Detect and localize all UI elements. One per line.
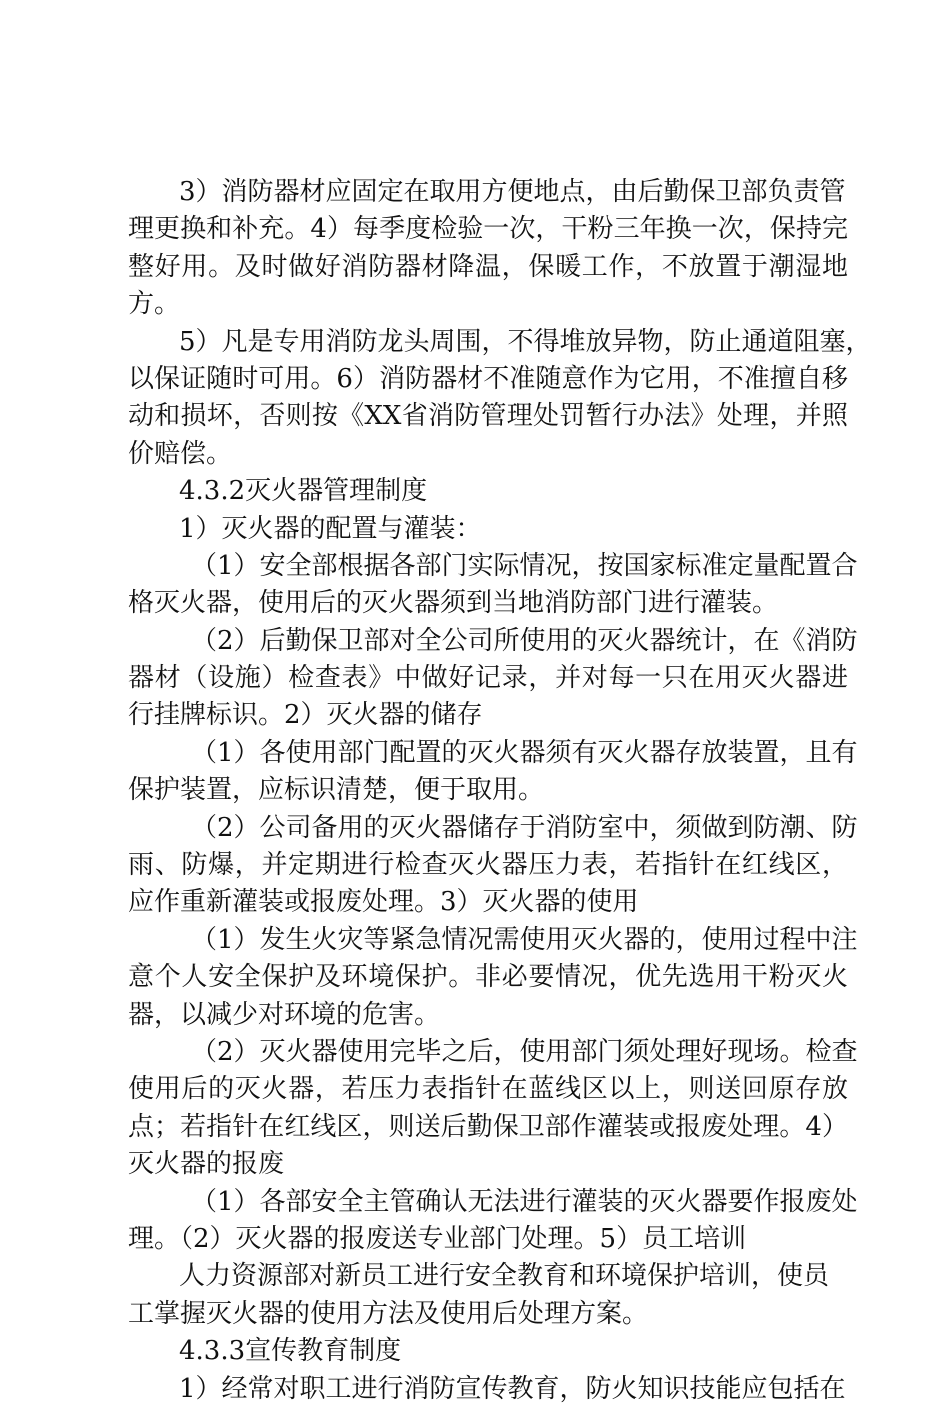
text-line: （2）公司备用的灭火器储存于消防室中，须做到防潮、防 (191, 812, 858, 843)
text-line: （2）灭火器使用完毕之后，使用部门须处理好现场。检查 (191, 1036, 858, 1067)
text-line: 意个人安全保护及环境保护。非必要情况，优先选用干粉灭火 (128, 962, 848, 993)
text-line: 动和损坏，否则按《XX省消防管理处罚暂行办法》处理，并照 (128, 401, 848, 432)
text-line: 格灭火器，使用后的灭火器须到当地消防部门进行灌装。 (128, 588, 779, 619)
text-line: （2）后勤保卫部对全公司所使用的灭火器统计，在《消防 (191, 625, 858, 656)
text-line: 器，以减少对环境的危害。 (128, 999, 441, 1030)
text-line: 人力资源部对新员工进行安全教育和环境保护培训，使员 (179, 1261, 830, 1292)
text-line: 保护装置，应标识清楚，便于取用。 (128, 775, 545, 806)
text-line: 理更换和补充。4）每季度检验一次，干粉三年换一次，保持完 (128, 214, 848, 245)
text-line: 应作重新灌装或报废处理。3）灭火器的使用 (128, 887, 639, 918)
text-line: 灭火器的报废 (128, 1149, 285, 1180)
text-line: 3）消防器材应固定在取用方便地点，由后勤保卫部负责管 (179, 177, 846, 207)
text-line: 方。 (128, 289, 181, 320)
text-line: 工掌握灭火器的使用方法及使用后处理方案。 (128, 1298, 649, 1329)
text-line: 使用后的灭火器，若压力表指针在蓝线区以上，则送回原存放 (128, 1074, 848, 1105)
text-line: 行挂牌标识。2）灭火器的储存 (128, 700, 483, 731)
text-line: 5）凡是专用消防龙头周围，不得堆放异物，防止通道阻塞， (179, 326, 872, 357)
text-line: 雨、防爆，并定期进行检查灭火器压力表，若指针在红线区， (128, 850, 848, 881)
section-heading: 4.3.2灭火器管理制度 (179, 476, 428, 507)
subsection-heading: 1）灭火器的配置与灌装： (179, 513, 482, 544)
text-line: 点；若指针在红线区，则送后勤保卫部作灌装或报废处理。4） (128, 1111, 848, 1142)
text-line: （1）发生火灾等紧急情况需使用灭火器的，使用过程中注 (191, 924, 858, 955)
text-line: 1）经常对职工进行消防宣传教育，防火知识技能应包括在 (179, 1373, 846, 1404)
text-line: 以保证随时可用。6）消防器材不准随意作为它用，不准擅自移 (128, 363, 848, 394)
text-line: （1）各部安全主管确认无法进行灌装的灭火器要作报废处 (191, 1186, 858, 1217)
section-heading: 4.3.3宣传教育制度 (179, 1336, 402, 1367)
text-line: 器材（设施）检查表》中做好记录，并对每一只在用灭火器进 (128, 663, 848, 694)
document-body (128, 174, 872, 1408)
text-line: 整好用。及时做好消防器材降温，保暖工作，不放置于潮湿地 (128, 251, 848, 282)
text-line: （1）安全部根据各部门实际情况，按国家标准定量配置合 (191, 550, 858, 581)
text-line: 价赔偿。 (128, 438, 233, 469)
text-line: 理。（2）灭火器的报废送专业部门处理。5）员工培训 (128, 1223, 747, 1254)
text-line: （1）各使用部门配置的灭火器须有灭火器存放装置，且有 (191, 737, 858, 768)
